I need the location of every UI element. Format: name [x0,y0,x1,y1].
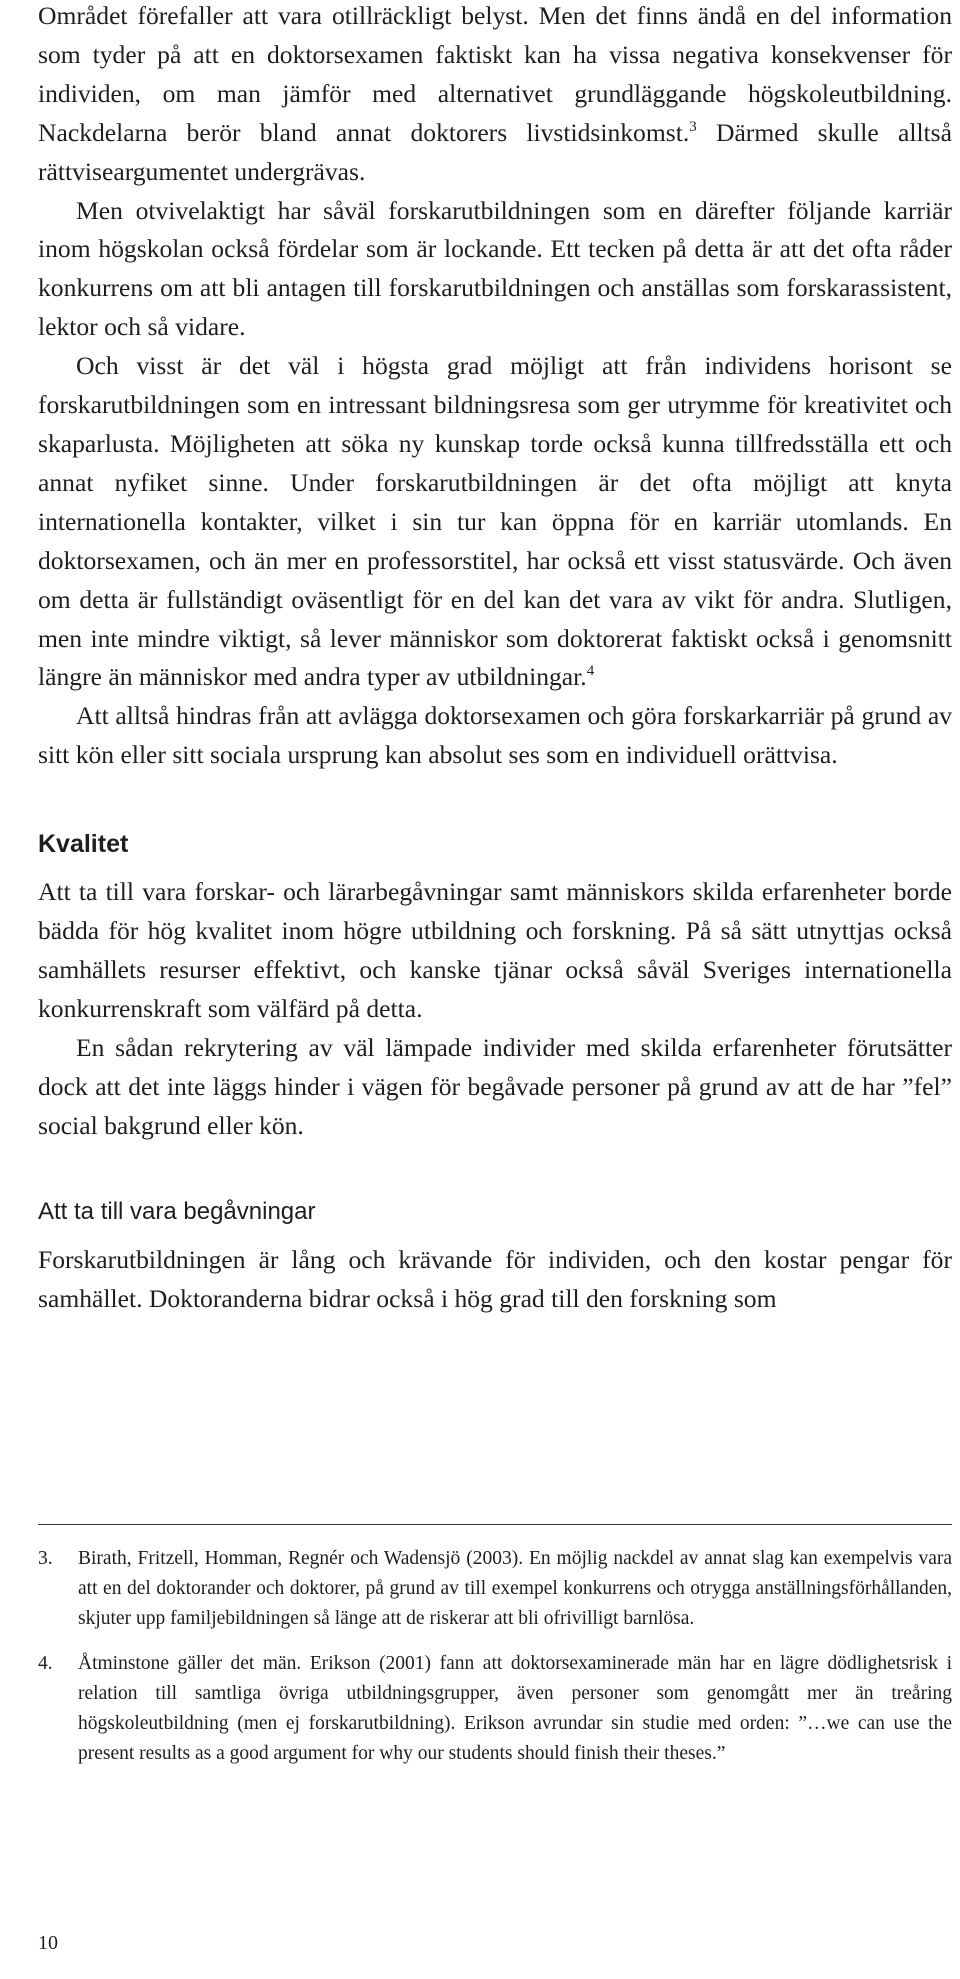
paragraph: Forskarutbildningen är lång och krävande för individen, och den kostar pengar för samhället. Doktoranderna bidrar också i hög grad till den forskning som [38,1245,952,1314]
paragraph: En sådan rekrytering av väl lämpade individer med skilda erfarenheter förutsätter dock att det inte läggs hinder i vägen för begåvade personer på grund av att de har ”fel” social bakgrund eller kön. [38,1032,952,1140]
page [38,0,952,1954]
footnotes [38,1544,952,1785]
footnote [38,1649,952,1768]
footnote-text: Åtminstone gäller det män. Erikson (2001) fann att doktorsexaminerade män har en lägre dödlighetsrisk i relation till samtliga övriga utbildningsgrupper, även personer som genomgått mer än treåring högskoleutbildning (men ej forskarutbildning). Erikson avrundar sin studie med orden: ”…we can use the present results as a good argument for why our students should finish their theses.” [78,1653,952,1764]
footnote-ref-4: 4 [586,663,595,680]
paragraph [38,347,952,697]
paragraph: Att alltså hindras från att avlägga doktorsexamen och göra forskarkarriär på grund av sitt kön eller sitt sociala ursprung kan absolut ses som en individuell orättvisa. [38,701,952,770]
paragraph: Men otvivelaktigt har såväl forskarutbildningen som en därefter följande karriär inom högskolan också fördelar som är lockande. Ett tecken på detta är att det ofta råder konkurrens om att bli antagen till forskarutbildningen och anställas som forskarassistent, lektor och så vidare. [38,195,952,342]
footnote-number: 4. [38,1653,53,1675]
footnote-number: 3. [38,1548,53,1569]
paragraph-text: Och visst är det väl i högsta grad möjligt att från individens horisont se forskarutbildningen som en intressant bildningsresa som ger utrymme för kreativitet och skaparlusta. Möjligheten att söka ny kunskap torde också kunna tillfredsställa ett och annat nyfiket sinne. Under forskarutbildningen är det ofta möjligt att knyta internationella kontakter, vilket i sin tur kan öppna för en karriär utomlands. En doktorsexamen, och än mer en professorstitel, har också ett visst statusvärde. Och även om detta är fullständigt oväsentligt för en del kan det vara av vikt för andra. Slutligen, men inte mindre viktigt, så lever människor som doktorerat faktiskt också i genomsnitt längre än människor med andra typer av utbildningar. [38,351,952,692]
footnote-text: Birath, Fritzell, Homman, Regnér och Wadensjö (2003). En möjlig nackdel av annat slag kan exempelvis vara att en del doktorander och doktorer, på grund av till exempel konkurrens och otrygga anställningsförhållanden, skjuter upp familjebildningen så länge att de riskerar att bli ofrivilligt barnlösa. [78,1548,952,1629]
paragraph-text: Området förefaller att vara otillräckligt belyst. Men det finns ändå en del information som tyder på att en doktorsexamen faktiskt kan ha vissa negativa konsekvenser för individen, om man jämför med alternativet grundläggande högskoleutbildning. Nackdelarna berör bland annat doktorers livstidsinkomst. [38,1,952,147]
paragraph: Att ta till vara forskar- och lärarbegåvningar samt människors skilda erfarenheter borde bädda för hög kvalitet inom högre utbildning och forskning. På så sätt utnyttjas också samhällets resurser effektivt, och kanske tjänar också såväl Sveriges internationella konkurrenskraft som välfärd på detta. [38,877,952,1023]
page-number: 10 [38,1932,58,1954]
footnote-ref-3: 3 [689,118,697,135]
paragraph-text-continued: Därmed skulle alltså rättviseargumentet undergrävas. [38,117,952,186]
paragraph [38,0,952,192]
footnote [38,1544,952,1633]
subsection-heading-begavningar: Att ta till vara begåvningar [38,1198,316,1226]
footnote-divider [38,1524,952,1525]
section-heading-kvalitet: Kvalitet [38,830,129,859]
